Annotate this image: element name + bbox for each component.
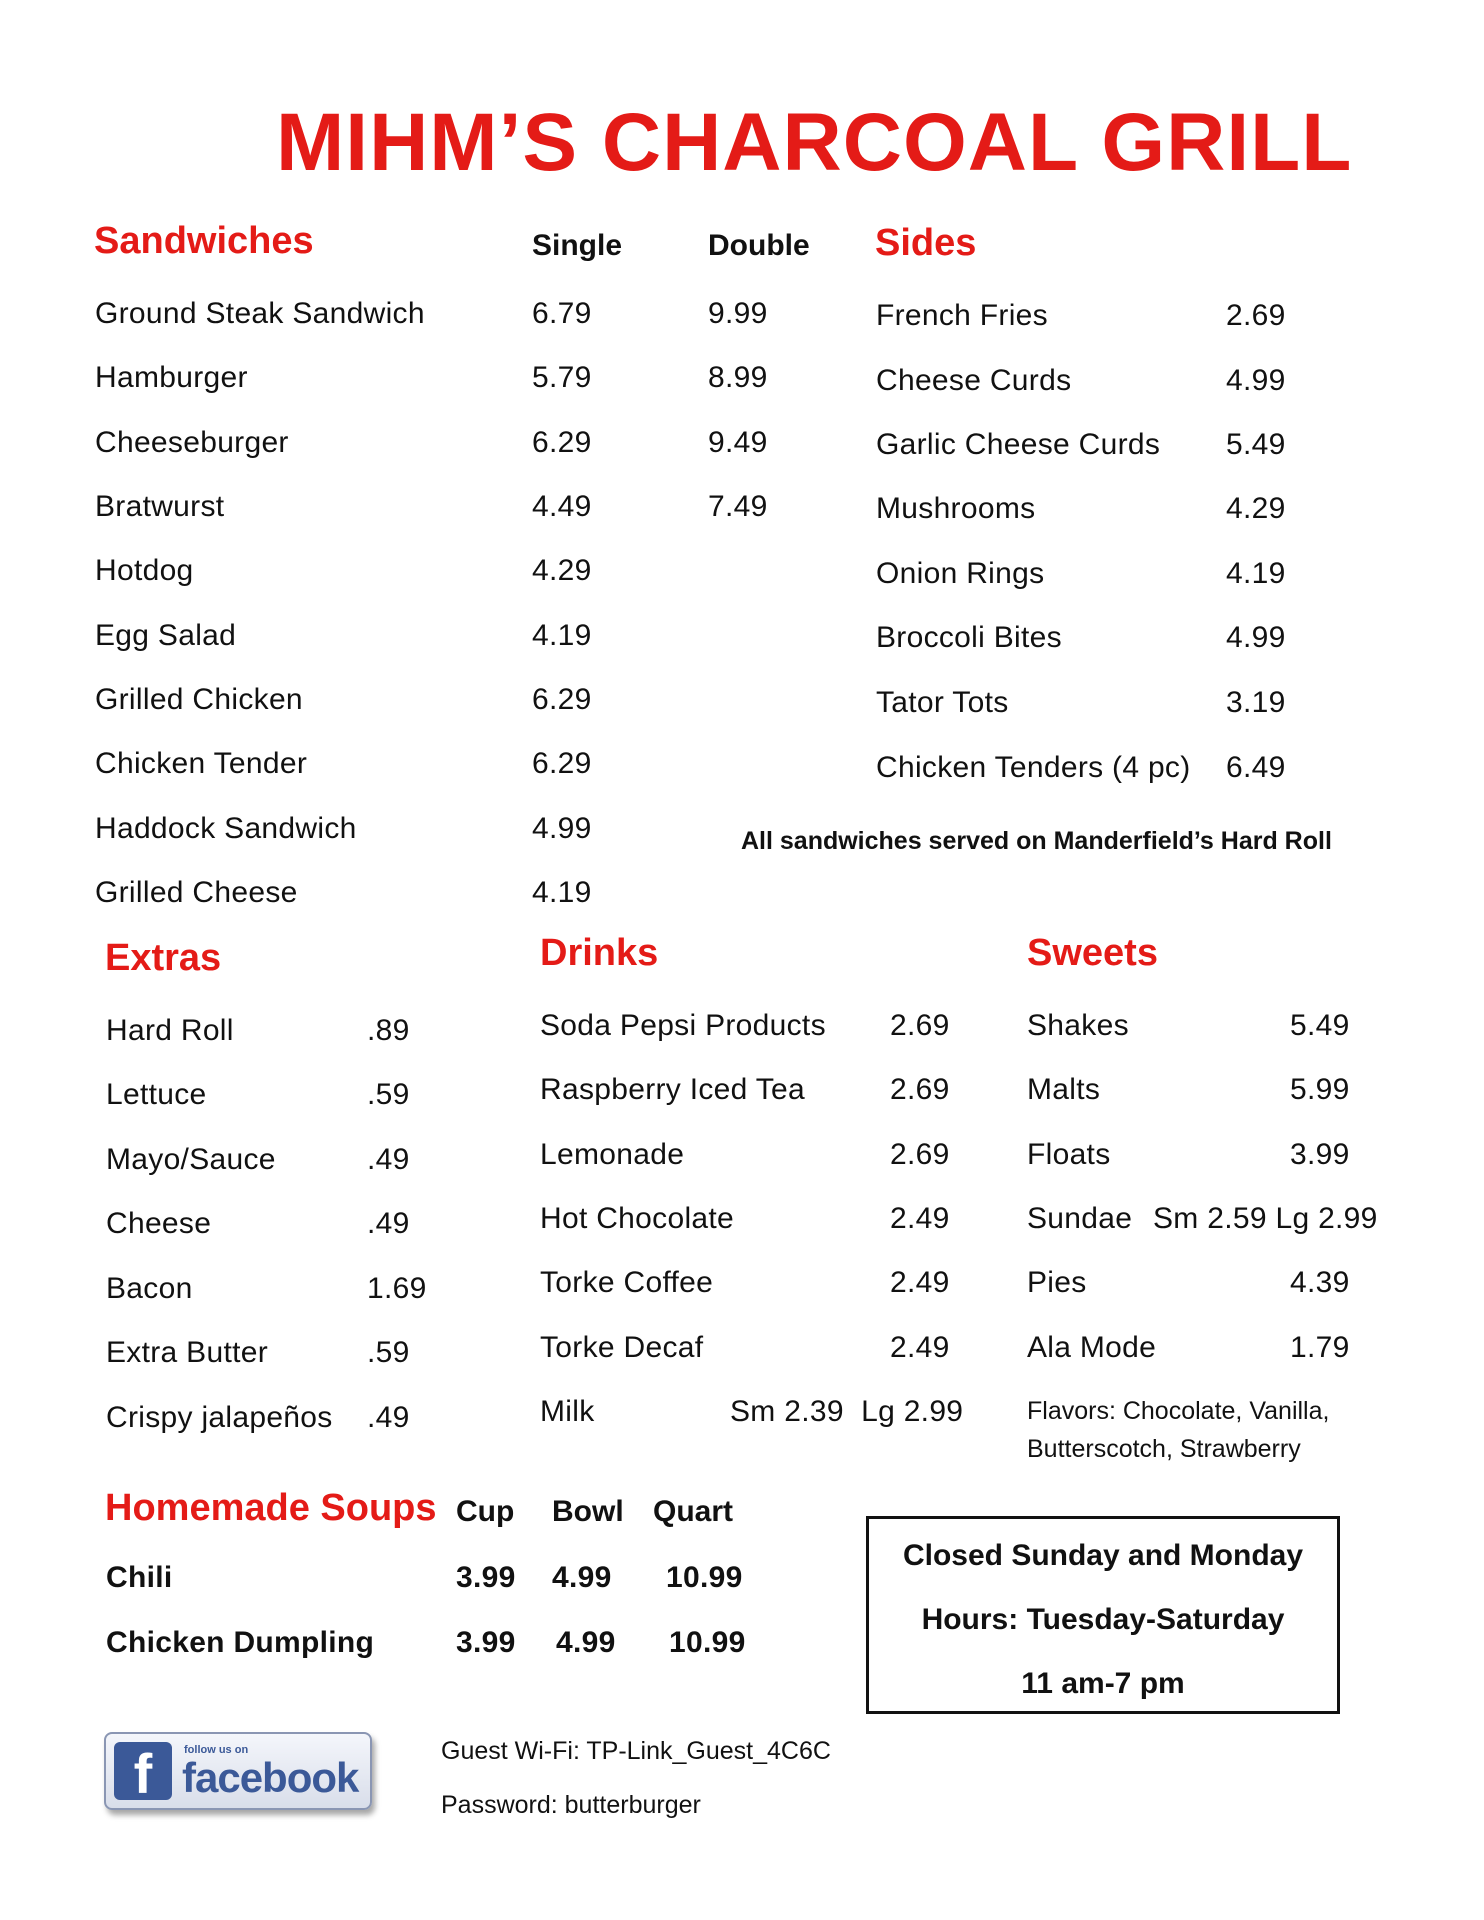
sandwich-single-price: 4.19 bbox=[532, 619, 592, 652]
sandwiches-heading: Sandwiches bbox=[94, 220, 314, 262]
side-price: 5.49 bbox=[1226, 428, 1286, 461]
sweet-name: Ala Mode bbox=[1027, 1331, 1157, 1364]
drink-price: 2.69 bbox=[890, 1073, 950, 1106]
open-hours: 11 am-7 pm bbox=[1021, 1667, 1185, 1700]
sandwich-name: Cheeseburger bbox=[95, 426, 289, 459]
drink-price: 2.69 bbox=[890, 1009, 950, 1042]
soup-name: Chicken Dumpling bbox=[106, 1626, 375, 1659]
drink-name: Milk bbox=[540, 1395, 595, 1428]
open-days: Hours: Tuesday-Saturday bbox=[921, 1603, 1285, 1636]
side-name: Onion Rings bbox=[876, 557, 1045, 590]
sandwich-double-price: 8.99 bbox=[708, 361, 768, 394]
sandwich-double-price: 7.49 bbox=[708, 490, 768, 523]
side-price: 4.99 bbox=[1226, 621, 1286, 654]
extra-price: .59 bbox=[367, 1078, 410, 1111]
sweet-name: Shakes bbox=[1027, 1009, 1129, 1042]
hours-box bbox=[866, 1516, 1340, 1714]
wifi-password: Password: butterburger bbox=[441, 1791, 701, 1819]
closed-days: Closed Sunday and Monday bbox=[902, 1539, 1304, 1572]
sweets-heading: Sweets bbox=[1027, 932, 1158, 974]
drink-name: Torke Coffee bbox=[540, 1266, 714, 1299]
side-price: 3.19 bbox=[1226, 686, 1286, 719]
extra-price: 1.69 bbox=[367, 1272, 427, 1305]
side-name: Garlic Cheese Curds bbox=[876, 428, 1161, 461]
sandwich-name: Egg Salad bbox=[95, 619, 237, 652]
drink-price: Sm 2.39 Lg 2.99 bbox=[730, 1395, 964, 1428]
extra-name: Cheese bbox=[106, 1207, 212, 1240]
facebook-badge[interactable] bbox=[104, 1732, 372, 1810]
facebook-wordmark: facebook bbox=[182, 1754, 359, 1801]
side-name: Cheese Curds bbox=[876, 364, 1072, 397]
sandwich-single-price: 6.29 bbox=[532, 747, 592, 780]
drink-price: 2.49 bbox=[890, 1331, 950, 1364]
extra-name: Mayo/Sauce bbox=[106, 1143, 276, 1176]
sandwich-name: Bratwurst bbox=[95, 490, 225, 523]
side-price: 4.99 bbox=[1226, 364, 1286, 397]
hard-roll-note: All sandwiches served on Manderfield’s Hard Roll bbox=[741, 827, 1332, 855]
single-column-header: Single bbox=[532, 229, 623, 262]
side-name: Tator Tots bbox=[876, 686, 1009, 719]
sweet-price: 5.49 bbox=[1290, 1009, 1350, 1042]
facebook-icon: f bbox=[114, 1742, 172, 1800]
extras-heading: Extras bbox=[105, 937, 222, 979]
sandwich-name: Hamburger bbox=[95, 361, 248, 394]
soups-heading: Homemade Soups bbox=[105, 1487, 437, 1529]
extra-price: .89 bbox=[367, 1014, 410, 1047]
side-name: Mushrooms bbox=[876, 492, 1036, 525]
soup-cup-price: 3.99 bbox=[456, 1561, 516, 1594]
extra-name: Crispy jalapeños bbox=[106, 1401, 333, 1434]
double-column-header: Double bbox=[708, 229, 810, 262]
sandwich-double-price: 9.99 bbox=[708, 297, 768, 330]
soup-quart-price: 10.99 bbox=[666, 1561, 743, 1594]
sandwich-single-price: 4.29 bbox=[532, 554, 592, 587]
sandwich-name: Ground Steak Sandwich bbox=[95, 297, 425, 330]
sweet-name: Floats bbox=[1027, 1138, 1111, 1171]
wifi-network: Guest Wi-Fi: TP-Link_Guest_4C6C bbox=[441, 1737, 831, 1765]
flavors-line-1: Flavors: Chocolate, Vanilla, bbox=[1027, 1397, 1330, 1425]
sweet-name: Pies bbox=[1027, 1266, 1087, 1299]
side-name: Chicken Tenders (4 pc) bbox=[876, 751, 1191, 784]
extra-name: Hard Roll bbox=[106, 1014, 234, 1047]
sides-heading: Sides bbox=[875, 222, 977, 264]
bowl-column-header: Bowl bbox=[552, 1495, 624, 1528]
side-price: 6.49 bbox=[1226, 751, 1286, 784]
drink-price: 2.49 bbox=[890, 1202, 950, 1235]
sandwich-single-price: 6.29 bbox=[532, 426, 592, 459]
sweet-price: 5.99 bbox=[1290, 1073, 1350, 1106]
sandwich-single-price: 6.79 bbox=[532, 297, 592, 330]
side-price: 4.29 bbox=[1226, 492, 1286, 525]
sandwich-single-price: 4.49 bbox=[532, 490, 592, 523]
sweet-price: 4.39 bbox=[1290, 1266, 1350, 1299]
extra-name: Extra Butter bbox=[106, 1336, 268, 1369]
extra-price: .49 bbox=[367, 1207, 410, 1240]
sandwich-name: Hotdog bbox=[95, 554, 194, 587]
quart-column-header: Quart bbox=[653, 1495, 734, 1528]
sandwich-name: Grilled Chicken bbox=[95, 683, 303, 716]
soup-bowl-price: 4.99 bbox=[556, 1626, 616, 1659]
extra-price: .49 bbox=[367, 1143, 410, 1176]
sandwich-single-price: 6.29 bbox=[532, 683, 592, 716]
drinks-heading: Drinks bbox=[540, 932, 659, 974]
drink-name: Torke Decaf bbox=[540, 1331, 704, 1364]
drink-name: Raspberry Iced Tea bbox=[540, 1073, 805, 1106]
side-price: 2.69 bbox=[1226, 299, 1286, 332]
sweet-price: Sm 2.59 Lg 2.99 bbox=[1153, 1202, 1378, 1235]
soup-quart-price: 10.99 bbox=[669, 1626, 746, 1659]
extra-name: Lettuce bbox=[106, 1078, 207, 1111]
extra-name: Bacon bbox=[106, 1272, 193, 1305]
extra-price: .49 bbox=[367, 1401, 410, 1434]
sweet-price: 3.99 bbox=[1290, 1138, 1350, 1171]
soup-name: Chili bbox=[106, 1561, 173, 1594]
side-name: Broccoli Bites bbox=[876, 621, 1062, 654]
sandwich-single-price: 5.79 bbox=[532, 361, 592, 394]
cup-column-header: Cup bbox=[456, 1495, 515, 1528]
sandwich-name: Haddock Sandwich bbox=[95, 812, 357, 845]
drink-price: 2.69 bbox=[890, 1138, 950, 1171]
sweet-price: 1.79 bbox=[1290, 1331, 1350, 1364]
sandwich-single-price: 4.19 bbox=[532, 876, 592, 909]
sandwich-double-price: 9.49 bbox=[708, 426, 768, 459]
drink-name: Soda Pepsi Products bbox=[540, 1009, 826, 1042]
side-name: French Fries bbox=[876, 299, 1048, 332]
page-title: MIHM’S CHARCOAL GRILL bbox=[276, 97, 1353, 188]
sweet-name: Sundae bbox=[1027, 1202, 1133, 1235]
drink-price: 2.49 bbox=[890, 1266, 950, 1299]
drink-name: Hot Chocolate bbox=[540, 1202, 735, 1235]
extra-price: .59 bbox=[367, 1336, 410, 1369]
sandwich-name: Chicken Tender bbox=[95, 747, 308, 780]
sweet-name: Malts bbox=[1027, 1073, 1101, 1106]
sandwich-single-price: 4.99 bbox=[532, 812, 592, 845]
follow-us-label: follow us on bbox=[184, 1744, 249, 1756]
drink-name: Lemonade bbox=[540, 1138, 685, 1171]
sandwich-name: Grilled Cheese bbox=[95, 876, 298, 909]
soup-cup-price: 3.99 bbox=[456, 1626, 516, 1659]
side-price: 4.19 bbox=[1226, 557, 1286, 590]
flavors-line-2: Butterscotch, Strawberry bbox=[1027, 1435, 1301, 1463]
soup-bowl-price: 4.99 bbox=[552, 1561, 612, 1594]
